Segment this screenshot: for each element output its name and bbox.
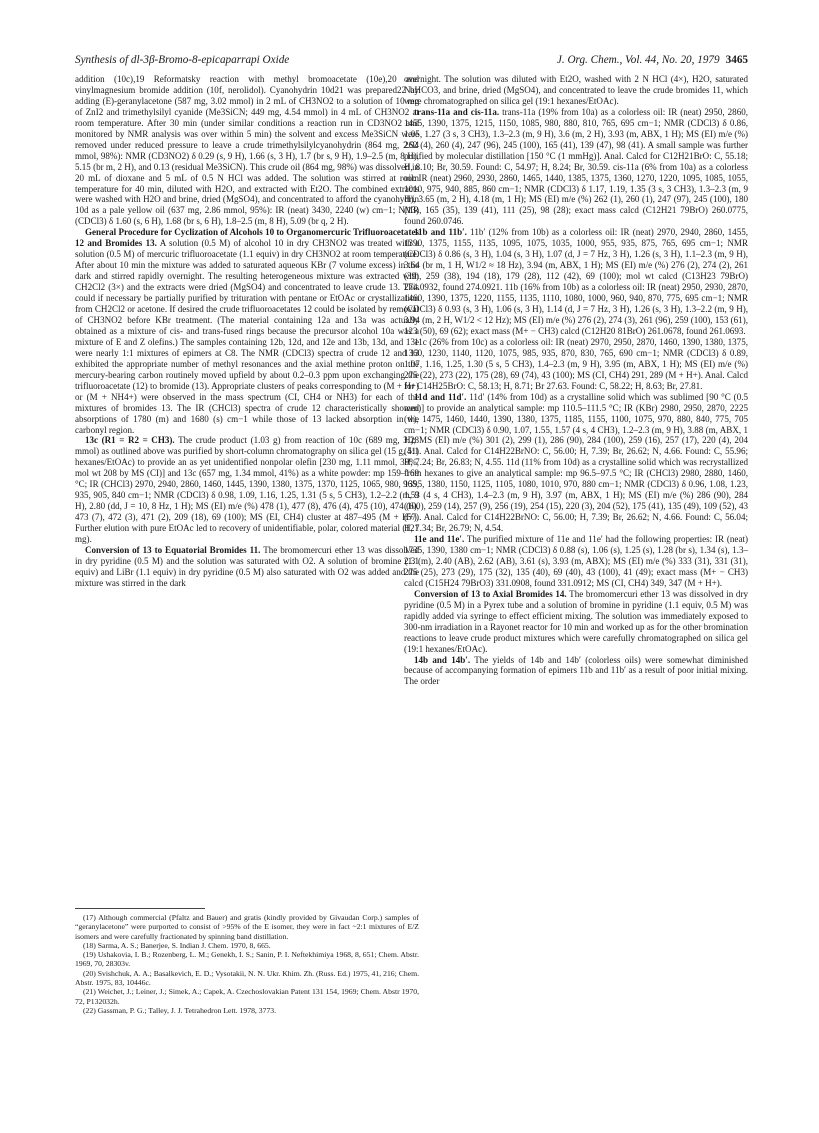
paragraph-conversion-equatorial <box>75 545 419 589</box>
left-column <box>75 74 419 589</box>
paragraph-11e <box>404 534 748 589</box>
heading-14b: 14b and 14b′. <box>414 654 471 665</box>
journal-citation: J. Org. Chem., Vol. 44, No. 20, 1979 <box>556 54 720 66</box>
body-11a: trans-11a (19% from 10a) as a colorless oil: IR (neat) 2950, 2860, 1455, 1390, 1375, 1215, 1150, 1085, 980, 880, 810, 765, 695 cm−1; NMR (CDCl3) δ 0.86, 1.05, 1.27 (3 s, 3 CH3), 1.3–2.3 (m, 9 H), 3.6 (m, 2 H), 3.93 (m, ABX, 1 H); MS (EI) m/e (%) 262 (4), 260 (4), 247 (96), 245 (100), 165 (41), 139 (47), 98 (41). A small sample was further purified by molecular distillation [150 °C (1 mmHg)]. Anal. Calcd for C12H21BrO: C, 55.18; H, 8.10; Br, 30.59. Found: C, 54.97; H, 8.24; Br, 30.59. cis-11a (6% from 10a) as a colorless oil: IR (neat) 2960, 2930, 2860, 1465, 1440, 1385, 1375, 1360, 1270, 1220, 1095, 1085, 1055, 1010, 975, 940, 885, 860 cm−1; NMR (CDCl3) δ 1.17, 1.19, 1.35 (3 s, 3 CH3), 1.3–2.3 (m, 9 H), 3.65 (m, 2 H), 4.18 (m, 1 H); MS (EI) m/e (%) 262 (1), 260 (1), 247 (97), 245 (100), 180 (13), 165 (35), 139 (41), 111 (25), 98 (28); exact mass calcd (C12H21 79BrO) 260.0775, found 260.0746. <box>404 106 749 227</box>
heading-conversion-equatorial: Conversion of 13 to Equatorial Bromides 11. <box>85 544 261 555</box>
running-title: Synthesis of dl-3β-Bromo-8-epicaparrapi Oxide <box>75 54 290 66</box>
paragraph-11a <box>404 107 748 227</box>
footnote-19: (19) Ushakovia, I. B.; Rozenberg, L. M.; Genekh, I. S.; Sanin, P. I. Neftekhimiya 1968, 8, 651; Chem. Abstr. 1969, 70, 28303v. <box>75 950 419 969</box>
heading-general-procedure: General Procedure for Cyclization of Alcohols 10 to Organomercuric Trifluoroacetates 12 and Bromides 13. <box>75 227 419 249</box>
footnote-22: (22) Gassman, P. G.; Talley, J. J. Tetrahedron Lett. 1978, 3773. <box>83 1005 277 1015</box>
heading-11e: 11e and 11e′. <box>414 534 465 545</box>
body-conversion-axial: The bromomercuri ether 13 was dissolved in dry pyridine (0.5 M) in a Pyrex tube and a solution of bromine in pyridine (1.1 equiv, 0.5 M) was rapidly added via syringe to effect efficient mixing. The solution was immediately exposed to 300-nm irradiation in a Rayonet reactor for 10 min and worked up as for the other bromination reactions to leave crude product mixtures which were carefully chromatographed on silica gel (19:1 hexanes/EtOAc). <box>404 588 748 654</box>
paragraph-11d <box>404 392 748 534</box>
footnote-18: (18) Sarma, A. S.; Banerjee, S. Indian J. Chem. 1970, 8, 665. <box>83 940 271 950</box>
paragraph-11b <box>404 227 748 337</box>
paragraph-14b <box>404 655 748 688</box>
footnotes <box>75 913 419 1015</box>
heading-11b: 11b and 11b′. <box>414 227 467 238</box>
right-column <box>404 74 748 687</box>
footnote-20: (20) Svishchuk, A. A.; Basalkevich, E. D.; Vysotakii, N. N. Ukr. Khim. Zh. (Russ. Ed.) 1975, 41, 216; Chem. Abstr. 1975, 83, 10446c. <box>75 968 419 988</box>
paragraph-13c <box>75 435 419 545</box>
journal-header <box>512 54 748 66</box>
body-11d: 11d′ (14% from 10d) as a crystalline solid which was sublimed [90 °C (0.5 mm)] to provide an analytical sample: mp 110.5–111.5 °C; IR (KBr) 2980, 2950, 2870, 2225 (w), 1475, 1460, 1440, 1390, 1380, 1375, 1185, 1155, 1100, 1075, 970, 880, 840, 775, 705 cm−1; NMR (CDCl3) δ 0.90, 1.07, 1.55, 1.57 (4 s, 4 CH3), 1.2–2.3 (m, 9 H), 3.88 (m, ABX, 1 H); MS (EI) m/e (%) 301 (2), 299 (1), 286 (90), 284 (100), 259 (16), 257 (17), 220 (4), 204 (41). Anal. Calcd for C14H22BrNO: C, 56.00; H, 7.39; Br, 26.62; N, 4.66. Found: C, 55.96; H, 7.24; Br, 26.83; N, 4.55. 11d (11% from 10d) as a crystalline solid which was recrystallized from hexanes to give an analytical sample: mp 96.5–97.5 °C; IR (CHCl3) 2980, 2880, 1460, 1395, 1380, 1150, 1125, 1105, 1080, 1010, 970, 880 cm−1; NMR (CDCl3) δ 0.96, 1.08, 1.23, 1.53 (4 s, 4 CH3), 1.4–2.3 (m, 9 H), 3.97 (m, ABX, 1 H); MS (EI) m/e (%) 286 (90), 284 (100), 259 (14), 257 (9), 256 (19), 254 (15), 220 (3), 204 (52), 175 (41), 135 (49), 109 (52), 43 (57). Anal. Calcd for C14H22BrNO: C, 56.00; H, 7.39; Br, 26.62; N, 4.66. Found: C, 56.04; H, 7.34; Br, 26.79; N, 4.54. <box>404 391 748 534</box>
page-number: 3465 <box>725 54 748 66</box>
body-11e: The purified mixture of 11e and 11e′ had the following properties: IR (neat) 1735, 1390, 1380 cm−1; NMR (CDCl3) δ 0.88 (s), 1.06 (s), 1.25 (s), 1.28 (br s), 1.34 (s), 1.3–2.3 (m), 2.40 (AB), 2.62 (AB), 3.61 (s), 3.93 (m, ABX); MS (EI) m/e (%) 333 (31), 331 (31), 275 (25), 273 (29), 175 (32), 135 (40), 69 (40), 43 (100), 41 (49); exact mass (M+ − CH3) calcd (C15H24 79BrO3) 331.0908, found 331.0912; MS (CI, CH4) 349, 347 (M + H+). <box>404 534 748 588</box>
footnote-divider <box>75 908 205 909</box>
heading-conversion-axial: Conversion of 13 to Axial Bromides 14. <box>414 588 567 599</box>
heading-11a: trans-11a and cis-11a. <box>414 106 500 117</box>
paragraph-conversion-axial <box>404 589 748 655</box>
footnote-17: (17) Although commercial (Pfaltz and Bauer) and gratis (kindly provided by Givaudan Corp.) samples of “geranylacetone” were purported to consist of >95% of the E isomer, they were in fact ~2:1 mixtures of E/Z isomers and were carefully fractionated by spinning band distillation. <box>75 913 419 941</box>
heading-11d: 11d and 11d′. <box>414 391 467 402</box>
body-general-procedure: A solution (0.5 M) of alcohol 10 in dry CH3NO2 was treated with a solution (0.5 M) of mercuric trifluoroacetate (1.1 equiv) in dry CH3NO2 at room temperature. After about 10 min the mixture was added to saturated aqueous KBr (7 volume excess) in the dark and stirred rapidly overnight. The resulting heterogeneous mixture was extracted with CH2Cl2 (3×) and the extracts were dried (MgSO4) and concentrated to leave crude 13. This could if necessary be partially purified by trituration with pentane or EtOAc or crystallization from CH2Cl2 or acetone. If desired the crude trifluoroacetates 12 could be isolated by removal of CH3NO2 before KBr treatment. (The material containing 12a and 13a was actually obtained as a mixture of cis- and trans-fused rings because the precursor alcohol 10a was a mixture of E and Z olefins.) The samples containing 12b, 12d, and 12e and 13b, 13d, and 13e were nearly 1:1 mixtures of epimers at C8. The NMR (CDCl3) spectra of crude 12 and 13 exhibited the appropriate number of methyl resonances and the axial methine proton on the mercury-bearing carbon routinely moved upfield by about 0.2–0.3 ppm upon exchanging the trifluoroacetate (12) to bromide (13). Appropriate clusters of peaks corresponding to (M + H+) or (M + NH4+) were observed in the mass spectrum (CI, CH4 or NH3) for each of the mixtures of bromides 13. The IR (CHCl3) spectra of crude 12 characteristically showed absorptions of 1780 (m) and 1680 (s) cm−1 while those of 13 lacked absorption in the carbonyl region. <box>75 238 419 435</box>
footnote-21: (21) Weichet, J.; Leiner, J.; Simek, A.; Capek, A. Czechoslovakian Patent 131 154, 1969; Chem. Abstr 1970, 72, P132032h. <box>75 987 419 1006</box>
body-13c: The crude product (1.03 g) from reaction of 10c (689 mg, 3.28 mmol) as outlined above was purified by short-column chromatography on silica gel (15 g, 5:1 hexanes/EtOAc) to provide an as yet unidentified nonpolar olefin [230 mg, 1.11 mmol, 39%, mol wt 208 by MS (CI)] and 13c (657 mg, 1.34 mmol, 41%) as a white powder: mp 159–169 °C; IR (CHCl3) 2970, 2940, 2860, 1460, 1445, 1390, 1380, 1375, 1370, 1125, 1065, 980, 965, 935, 905, 840 cm−1; NMR (CDCl3) δ 0.98, 1.09, 1.16, 1.25, 1.31 (5 s, 5 CH3), 1.2–2.2 (m, 9 H), 2.80 (dd, J = 10, 8 Hz, 1 H); MS (EI) m/e (%) 478 (1), 477 (8), 476 (4), 475 (10), 474 (6), 473 (7), 472 (3), 471 (2), 209 (18), 69 (100); MS (EI, CH4) cluster at 487–495 (M + H+). Further elution with pure EtOAc led to recovery of unidentifiable, polar, colored material (121 mg). <box>75 435 419 545</box>
heading-13c: 13c (R1 = R2 = CH3). <box>85 435 175 446</box>
paragraph-11c: 11c (26% from 10c) as a colorless oil: IR (neat) 2970, 2950, 2870, 1460, 1390, 1380, 1375, 1360, 1230, 1140, 1120, 1075, 985, 935, 870, 830, 765, 690 cm−1; NMR (CDCl3) δ 0.89, 1.07, 1.16, 1.25, 1.30 (5 s, 5 CH3), 1.4–2.3 (m, 9 H), 3.95 (m, ABX, 1 H); MS (EI) m/e (%) 275 (22), 273 (22), 175 (28), 69 (74), 43 (100); MS (CI, CH4) 291, 289 (M + H+). Anal. Calcd for C14H25BrO: C, 58.13; H, 8.71; Br 27.63. Found: C, 58.22; H, 8.63; Br, 27.81. <box>404 336 748 391</box>
body-conversion-equatorial: The bromomercuri ether 13 was dissolved in dry pyridine (0.5 M) and the solution was saturated with O2. A solution of bromine (1.1 equiv) and LiBr (1.1 equiv) in dry pyridine (0.5 M) also saturated with O2 was added and the mixture was stirred in the dark <box>75 544 419 588</box>
paragraph-workup: overnight. The solution was diluted with Et2O, washed with 2 N HCl (4×), H2O, saturated NaHCO3, and brine, dried (MgSO4), and concentrated to leave the crude bromides 11, which were chromatographed on silica gel (19:1 hexanes/EtOAc). <box>404 74 748 106</box>
body-14b: The yields of 14b and 14b′ (colorless oils) were somewhat diminished because of accompanying formation of epimers 11b and 11b′ as a result of poor initial mixing. The order <box>404 654 748 687</box>
paragraph-general-procedure <box>75 227 419 435</box>
body-11b: 11b′ (12% from 10b) as a colorless oil: IR (neat) 2970, 2940, 2860, 1455, 1390, 1375, 1155, 1135, 1095, 1075, 1035, 1000, 955, 935, 875, 765, 695 cm−1; NMR (CDCl3) δ 0.86 (s, 3 H), 1.04 (s, 3 H), 1.07 (d, J = 7 Hz, 3 H), 1.26 (s, 3 H), 1.1–2.3 (m, 9 H), 3.64 (br m, 1 H, W1/2 ≈ 18 Hz), 3.94 (m, ABX, 1 H); MS (EI) m/e (%) 276 (2), 274 (2), 261 (39), 259 (38), 194 (18), 179 (28), 112 (42), 69 (100); mol wt calcd (C13H23 79BrO) 274.0932, found 274.0921. 11b (16% from 10b) as a colorless oil: IR (neat) 2950, 2930, 2870, 1460, 1390, 1375, 1220, 1155, 1135, 1110, 1080, 1000, 960, 940, 870, 775, 695 cm−1; NMR (CDCl3) δ 0.93 (s, 3 H), 1.06 (s, 3 H), 1.14 (d, J = 7 Hz, 3 H), 1.26 (s, 3 H), 1.3–2.2 (m, 9 H), 3.94 (m, 2 H, W1/2 < 12 Hz); MS (EI) m/e (%) 276 (2), 274 (3), 261 (96), 259 (100), 153 (61), 123 (50), 69 (62); exact mass (M+ − CH3) calcd (C12H20 81BrO) 261.0678, found 261.0693. <box>404 227 749 336</box>
paragraph-cyanohydrin: addition (10c),19 Reformatsky reaction with methyl bromoacetate (10e),20 and vinylmagnesium bromide addition (10f, nerolidol). Cyanohydrin 10d21 was prepared22 by adding (E)-geranylacetone (587 mg, 3.02 mmol) in 2 mL of CH3NO2 to a solution of 10 mg of ZnI2 and trimethylsilyl cyanide (Me3SiCN; 449 mg, 4.54 mmol) in 4 mL of CH3NO2 at room temperature. After 30 min (under similar conditions a reaction run in CD3NO2 and monitored by NMR analysis was over within 5 min) the solvent and excess Me3SiCN were removed under reduced pressure to leave a crude trimethylsilylcyanohydrin (864 mg, 2.94 mmol, 98%): NMR (CD3NO2) δ 0.29 (s, 9 H), 1.66 (s, 3 H), 1.7 (br s, 9 H), 1.9–2.5 (m, 8 H), 5.15 (br m, 2 H), and 0.13 (residual Me3SiCN). This crude oil (864 mg, 98%) was dissolved in 20 mL of dioxane and 5 mL of 0.5 N HCl was added. The solution was stirred at room temperature for 40 min, diluted with H2O, and extracted with Et2O. The combined extracts were washed with H2O and brine, dried (MgSO4), and concentrated to afford the cyanohydrin 10d as a pale yellow oil (637 mg, 2.86 mmol, 95%): IR (neat) 3430, 2240 (w) cm−1; NMR (CDCl3) δ 1.60 (s, 6 H), 1.68 (br s, 6 H), 1.8–2.5 (m, 8 H), 5.09 (br q, 2 H). <box>75 74 419 227</box>
